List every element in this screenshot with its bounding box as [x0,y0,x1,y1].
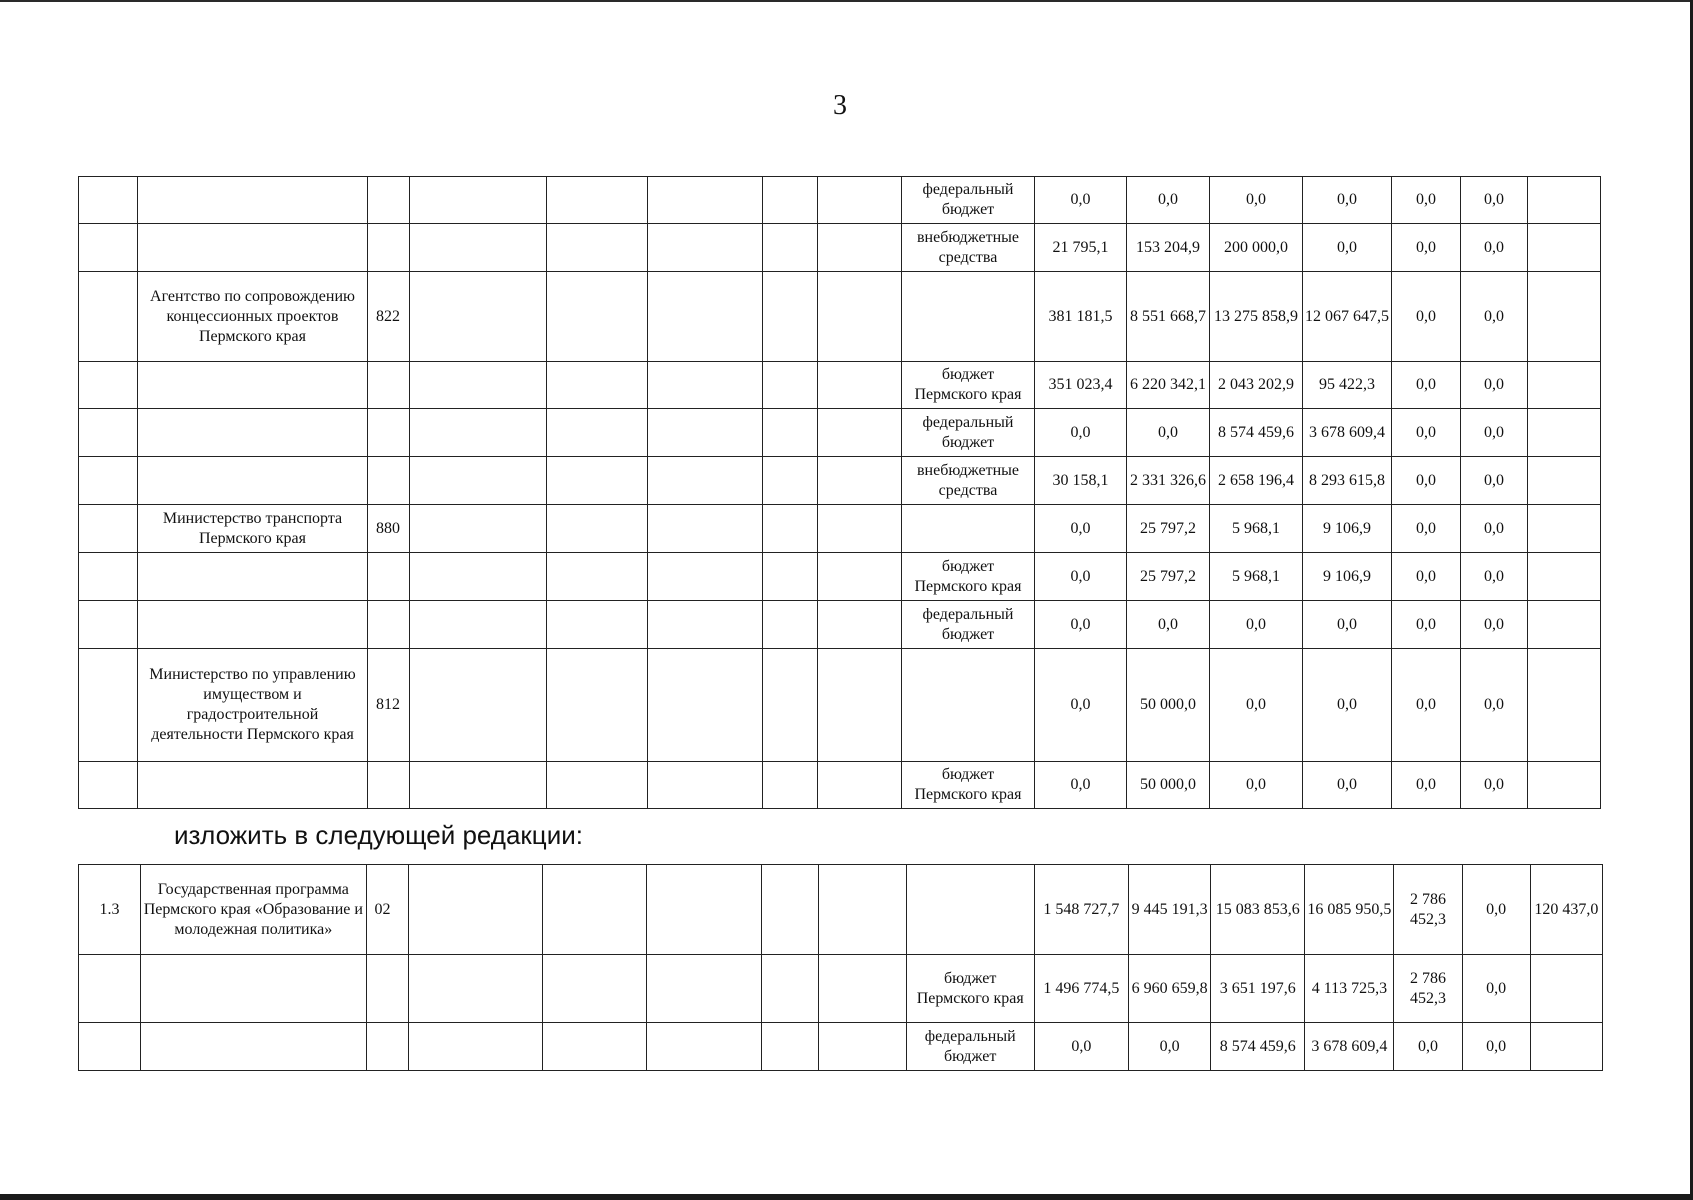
amount-cell: 0,0 [1392,362,1461,409]
funding-source-cell [906,865,1034,955]
empty-cell [648,177,763,224]
executor-name-cell: Министерство транспорта Пермского края [138,505,368,553]
funding-source-cell [902,649,1035,762]
executor-code-cell [368,762,410,809]
amount-cell: 2 658 196,4 [1210,457,1303,505]
amount-cell: 8 551 668,7 [1127,272,1210,362]
row-number-cell [79,649,138,762]
amount-cell: 2 786 452,3 [1394,865,1462,955]
amount-cell: 0,0 [1035,649,1127,762]
amount-cell: 9 445 191,3 [1128,865,1210,955]
empty-cell [410,649,547,762]
table-row [79,409,1601,457]
amount-cell: 0,0 [1392,409,1461,457]
empty-cell [763,224,818,272]
amount-cell: 120 437,0 [1530,865,1602,955]
empty-cell [762,1023,819,1071]
executor-name-cell [138,362,368,409]
empty-cell [547,553,648,601]
amount-cell: 351 023,4 [1035,362,1127,409]
amount-cell: 0,0 [1461,762,1528,809]
executor-code-cell: 822 [368,272,410,362]
amount-cell: 8 293 615,8 [1303,457,1392,505]
amount-cell: 0,0 [1461,409,1528,457]
empty-cell [410,224,547,272]
executor-code-cell [368,553,410,601]
empty-cell [819,865,906,955]
amount-cell: 0,0 [1461,272,1528,362]
amount-cell: 8 574 459,6 [1210,409,1303,457]
executor-name-cell [138,601,368,649]
table-row [79,553,1601,601]
empty-cell [547,272,648,362]
table-row [79,649,1601,762]
amount-cell: 12 067 647,5 [1303,272,1392,362]
table-row [79,272,1601,362]
empty-cell [818,762,902,809]
amount-cell: 0,0 [1392,505,1461,553]
empty-cell [763,601,818,649]
executor-name-cell [138,177,368,224]
amount-cell: 0,0 [1034,1023,1128,1071]
executor-name-cell [138,457,368,505]
empty-cell [410,762,547,809]
amount-cell: 8 574 459,6 [1211,1023,1305,1071]
empty-cell [819,955,906,1023]
page-bottom-edge [0,1194,1693,1200]
executor-code-cell [368,457,410,505]
amount-cell: 0,0 [1461,649,1528,762]
amount-cell [1528,224,1601,272]
empty-cell [542,865,646,955]
empty-cell [818,177,902,224]
amount-cell: 0,0 [1035,409,1127,457]
empty-cell [547,177,648,224]
amount-cell: 0,0 [1392,762,1461,809]
executor-name-cell [138,409,368,457]
amount-cell [1528,762,1601,809]
amount-cell: 0,0 [1303,762,1392,809]
funding-source-cell: федеральный бюджет [902,177,1035,224]
budget-table-current-body [79,177,1601,809]
amount-cell [1528,649,1601,762]
empty-cell [547,224,648,272]
executor-name-cell [138,224,368,272]
funding-source-cell: федеральный бюджет [902,601,1035,649]
budget-table-current [78,176,1601,809]
executor-code-cell [368,224,410,272]
amount-cell: 0,0 [1210,762,1303,809]
row-number-cell [79,553,138,601]
empty-cell [547,409,648,457]
empty-cell [547,362,648,409]
empty-cell [818,272,902,362]
funding-source-cell: бюджет Пермского края [902,553,1035,601]
empty-cell [763,177,818,224]
amount-cell: 6 220 342,1 [1127,362,1210,409]
amount-cell: 3 651 197,6 [1211,955,1305,1023]
amount-cell [1528,601,1601,649]
amount-cell [1528,177,1601,224]
amount-cell: 0,0 [1392,224,1461,272]
empty-cell [763,362,818,409]
empty-cell [819,1023,906,1071]
row-number-cell: 1.3 [79,865,141,955]
funding-source-cell: бюджет Пермского края [902,362,1035,409]
amount-cell: 0,0 [1462,955,1530,1023]
amount-cell: 0,0 [1127,409,1210,457]
amount-cell: 0,0 [1392,649,1461,762]
table-row [79,1023,1603,1071]
empty-cell [648,601,763,649]
executor-code-cell [368,601,410,649]
amount-cell: 9 106,9 [1303,553,1392,601]
empty-cell [647,1023,762,1071]
executor-code-cell [368,362,410,409]
amount-cell: 6 960 659,8 [1128,955,1210,1023]
table-row [79,457,1601,505]
empty-cell [410,362,547,409]
empty-cell [763,762,818,809]
table-row [79,865,1603,955]
funding-source-cell [902,505,1035,553]
amount-cell: 0,0 [1462,1023,1530,1071]
amount-cell: 4 113 725,3 [1305,955,1394,1023]
funding-source-cell: бюджет Пермского края [906,955,1034,1023]
empty-cell [818,409,902,457]
empty-cell [542,1023,646,1071]
amount-cell: 3 678 609,4 [1305,1023,1394,1071]
empty-cell [763,553,818,601]
amount-cell: 0,0 [1462,865,1530,955]
table-row [79,177,1601,224]
amount-cell: 1 548 727,7 [1034,865,1128,955]
empty-cell [410,272,547,362]
amount-cell: 200 000,0 [1210,224,1303,272]
empty-cell [763,649,818,762]
amount-cell: 0,0 [1303,177,1392,224]
executor-code-cell [368,177,410,224]
row-number-cell [79,362,138,409]
amount-cell: 95 422,3 [1303,362,1392,409]
executor-name-cell [138,762,368,809]
empty-cell [818,601,902,649]
amount-cell: 0,0 [1210,649,1303,762]
amount-cell [1528,272,1601,362]
executor-name-cell: Государственная программа Пермского края «Образование и молодежная политика» [141,865,366,955]
funding-source-cell: федеральный бюджет [902,409,1035,457]
executor-code-cell [366,955,408,1023]
empty-cell [648,553,763,601]
table-row [79,762,1601,809]
amount-cell: 13 275 858,9 [1210,272,1303,362]
funding-source-cell: федеральный бюджет [906,1023,1034,1071]
amount-cell: 30 158,1 [1035,457,1127,505]
empty-cell [547,505,648,553]
row-number-cell [79,224,138,272]
amount-cell: 0,0 [1461,224,1528,272]
amount-cell [1528,362,1601,409]
executor-name-cell [141,1023,366,1071]
amount-cell: 0,0 [1392,177,1461,224]
amount-cell: 381 181,5 [1035,272,1127,362]
empty-cell [648,409,763,457]
empty-cell [410,505,547,553]
empty-cell [410,457,547,505]
row-number-cell [79,1023,141,1071]
budget-table-new [78,864,1603,1071]
amount-cell: 0,0 [1461,601,1528,649]
funding-source-cell: внебюджетные средства [902,224,1035,272]
executor-name-cell: Министерство по управлению имуществом и градостроительной деятельности Пермского края [138,649,368,762]
amount-cell: 0,0 [1461,362,1528,409]
executor-code-cell: 812 [368,649,410,762]
empty-cell [547,649,648,762]
empty-cell [647,865,762,955]
amount-cell: 3 678 609,4 [1303,409,1392,457]
budget-table-new-body [79,865,1603,1071]
empty-cell [410,553,547,601]
amount-cell: 2 331 326,6 [1127,457,1210,505]
table-row [79,601,1601,649]
amount-cell: 0,0 [1392,601,1461,649]
amount-cell: 25 797,2 [1127,553,1210,601]
row-number-cell [79,955,141,1023]
empty-cell [542,955,646,1023]
table-row [79,362,1601,409]
empty-cell [647,955,762,1023]
empty-cell [410,409,547,457]
amount-cell [1530,955,1602,1023]
empty-cell [762,955,819,1023]
amount-cell: 0,0 [1392,272,1461,362]
amount-cell: 5 968,1 [1210,505,1303,553]
amount-cell [1528,505,1601,553]
empty-cell [547,457,648,505]
funding-source-cell [902,272,1035,362]
amount-cell: 2 043 202,9 [1210,362,1303,409]
amount-cell: 9 106,9 [1303,505,1392,553]
row-number-cell [79,272,138,362]
amount-cell: 2 786 452,3 [1394,955,1462,1023]
table-row [79,955,1603,1023]
executor-code-cell: 02 [366,865,408,955]
amount-cell: 25 797,2 [1127,505,1210,553]
amount-cell: 0,0 [1461,553,1528,601]
executor-name-cell [141,955,366,1023]
amount-cell: 0,0 [1210,177,1303,224]
empty-cell [648,762,763,809]
empty-cell [408,955,542,1023]
empty-cell [648,505,763,553]
amount-cell: 16 085 950,5 [1305,865,1394,955]
amount-cell: 0,0 [1392,457,1461,505]
empty-cell [818,505,902,553]
amount-cell: 50 000,0 [1127,762,1210,809]
amount-cell [1528,553,1601,601]
row-number-cell [79,762,138,809]
empty-cell [763,457,818,505]
empty-cell [648,457,763,505]
executor-name-cell [138,553,368,601]
amount-cell: 5 968,1 [1210,553,1303,601]
empty-cell [547,762,648,809]
amount-cell: 0,0 [1035,762,1127,809]
row-number-cell [79,409,138,457]
executor-code-cell [366,1023,408,1071]
amount-cell: 0,0 [1127,177,1210,224]
table-row [79,505,1601,553]
row-number-cell [79,505,138,553]
amendment-heading: изложить в следующей редакции: [174,820,583,850]
amount-cell: 0,0 [1303,601,1392,649]
amount-cell: 0,0 [1127,601,1210,649]
empty-cell [648,224,763,272]
empty-cell [648,272,763,362]
empty-cell [408,865,542,955]
amount-cell: 15 083 853,6 [1211,865,1305,955]
executor-code-cell: 880 [368,505,410,553]
amount-cell: 0,0 [1303,649,1392,762]
amount-cell: 153 204,9 [1127,224,1210,272]
table-row [79,224,1601,272]
amount-cell: 0,0 [1128,1023,1210,1071]
row-number-cell [79,177,138,224]
page-top-edge [0,0,1693,2]
amount-cell: 0,0 [1461,177,1528,224]
amount-cell: 0,0 [1035,177,1127,224]
empty-cell [648,649,763,762]
empty-cell [818,649,902,762]
empty-cell [547,601,648,649]
page-number: 3 [833,90,847,121]
amount-cell: 0,0 [1210,601,1303,649]
row-number-cell [79,457,138,505]
executor-name-cell: Агентство по сопровождению концессионных проектов Пермского края [138,272,368,362]
amount-cell: 0,0 [1035,553,1127,601]
amount-cell: 1 496 774,5 [1034,955,1128,1023]
amount-cell: 50 000,0 [1127,649,1210,762]
amount-cell [1528,409,1601,457]
empty-cell [410,177,547,224]
empty-cell [818,224,902,272]
executor-code-cell [368,409,410,457]
empty-cell [818,553,902,601]
amount-cell: 0,0 [1461,457,1528,505]
amount-cell: 0,0 [1392,553,1461,601]
amount-cell: 0,0 [1394,1023,1462,1071]
row-number-cell [79,601,138,649]
empty-cell [818,457,902,505]
empty-cell [762,865,819,955]
empty-cell [408,1023,542,1071]
amount-cell: 0,0 [1461,505,1528,553]
empty-cell [763,409,818,457]
amount-cell: 0,0 [1035,601,1127,649]
amount-cell: 0,0 [1035,505,1127,553]
empty-cell [410,601,547,649]
amount-cell [1530,1023,1602,1071]
amount-cell: 21 795,1 [1035,224,1127,272]
funding-source-cell: внебюджетные средства [902,457,1035,505]
empty-cell [648,362,763,409]
empty-cell [763,272,818,362]
amount-cell: 0,0 [1303,224,1392,272]
empty-cell [818,362,902,409]
empty-cell [763,505,818,553]
funding-source-cell: бюджет Пермского края [902,762,1035,809]
amount-cell [1528,457,1601,505]
